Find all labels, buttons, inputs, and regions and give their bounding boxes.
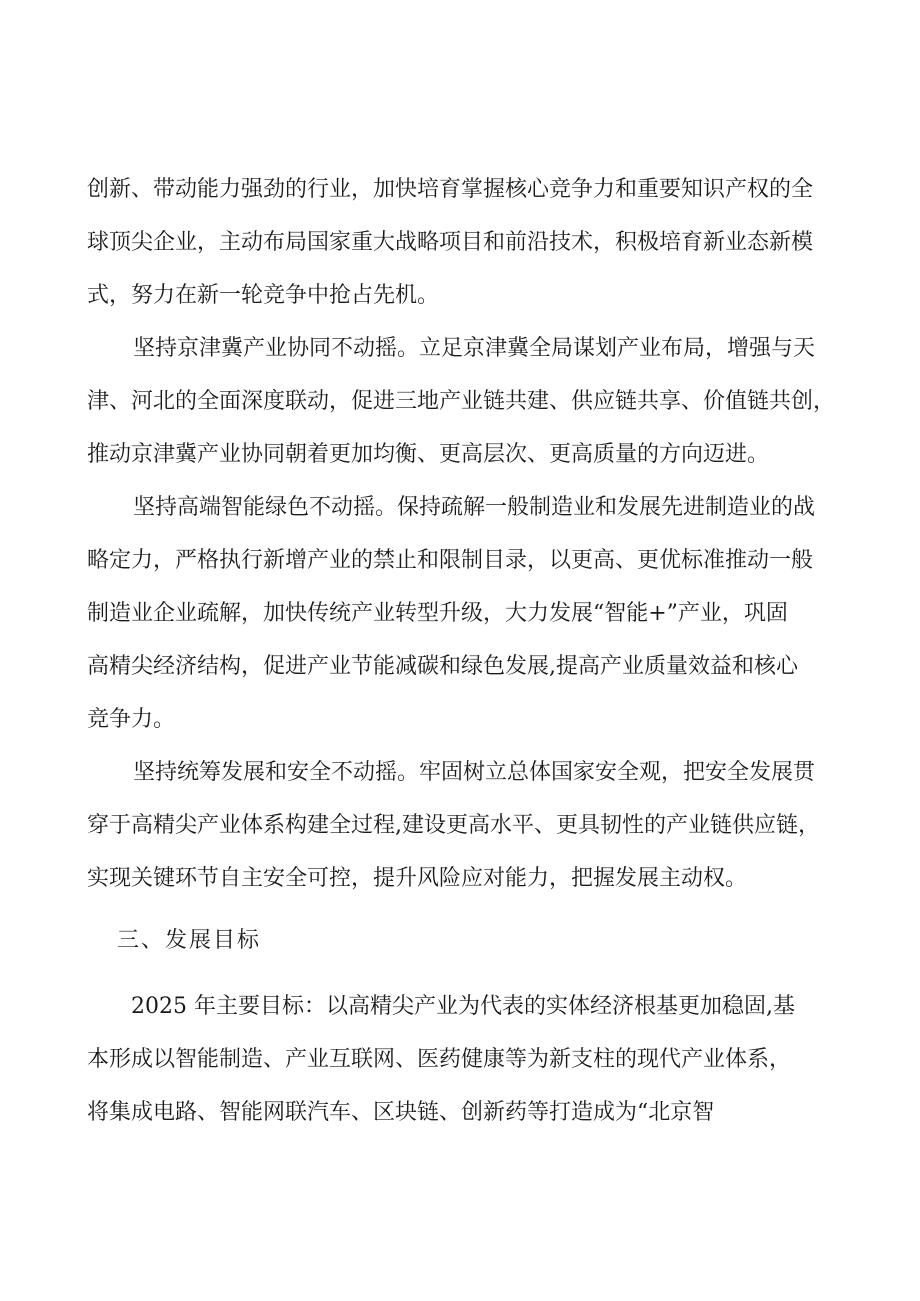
paragraph-3-line-4: 高精尖经济结构，促进产业节能减碳和绿色发展,提高产业质量效益和核心 xyxy=(87,654,798,679)
paragraph-3-line-5: 竞争力。 xyxy=(87,707,176,732)
paragraph-4-line-1: 坚持统筹发展和安全不动摇。牢固树立总体国家安全观，把安全发展贯 xyxy=(133,760,816,785)
paragraph-3-line-2: 略定力，严格执行新增产业的禁止和限制目录，以更高、更优标准推动一般 xyxy=(87,548,814,573)
paragraph-5-line-2: 本形成以智能制造、产业互联网、医药健康等为新支柱的现代产业体系， xyxy=(87,1047,792,1072)
paragraph-3-line-1: 坚持高端智能绿色不动摇。保持疏解一般制造业和发展先进制造业的战 xyxy=(133,495,816,520)
paragraph-1-line-2: 球顶尖企业，主动布局国家重大战略项目和前沿技术，积极培育新业态新模 xyxy=(87,230,814,255)
paragraph-5-line-3: 将集成电路、智能网联汽车、区块链、创新药等打造成为“北京智 xyxy=(87,1100,715,1125)
paragraph-2-line-3: 推动京津冀产业协同朝着更加均衡、更高层次、更高质量的方向迈进。 xyxy=(87,442,770,467)
paragraph-3-line-3: 制造业企业疏解，加快传统产业转型升级，大力发展“智能+”产业，巩固 xyxy=(87,601,788,626)
paragraph-1-line-1: 创新、带动能力强劲的行业，加快培育掌握核心竞争力和重要知识产权的全 xyxy=(87,177,814,202)
section-heading: 三、发展目标 xyxy=(117,928,262,953)
paragraph-4-line-2: 穿于高精尖产业体系构建全过程,建设更高水平、更具韧性的产业链供应链， xyxy=(87,813,820,838)
paragraph-2-line-2: 津、河北的全面深度联动，促进三地产业链共建、供应链共享、价值链共创， xyxy=(87,389,836,414)
paragraph-4-line-3: 实现关键环节自主安全可控，提升风险应对能力，把握发展主动权。 xyxy=(87,866,748,891)
paragraph-5-line-1: 2025 年主要目标：以高精尖产业为代表的实体经济根基更加稳固,基 xyxy=(131,994,795,1019)
paragraph-1-line-3: 式，努力在新一轮竞争中抢占先机。 xyxy=(87,283,440,308)
paragraph-2-line-1: 坚持京津冀产业协同不动摇。立足京津冀全局谋划产业布局，增强与天 xyxy=(133,336,816,361)
